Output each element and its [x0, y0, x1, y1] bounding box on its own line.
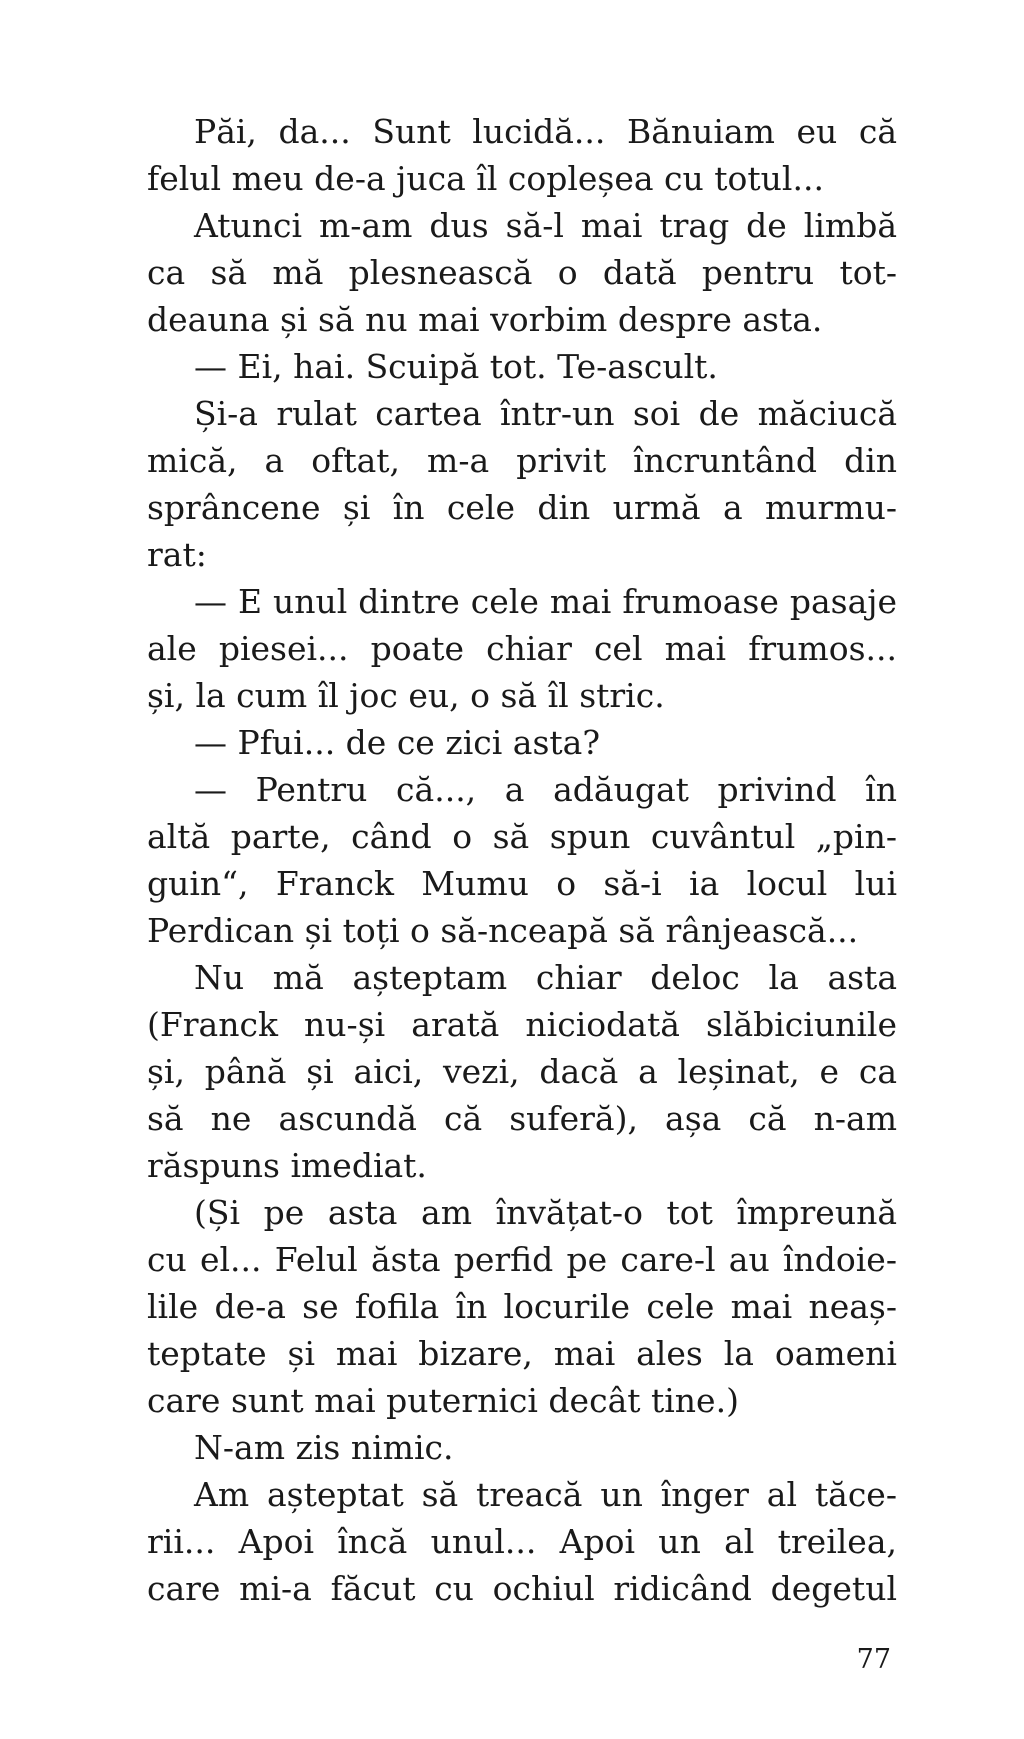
text-line: deauna și să nu mai vorbim despre asta. — [147, 300, 823, 339]
text-line: rat: — [147, 535, 207, 574]
text-line: — Pfui... de ce zici asta? — [194, 723, 601, 762]
text-line: răspuns imediat. — [147, 1146, 427, 1185]
text-line: și, la cum îl joc eu, o să îl stric. — [147, 676, 665, 715]
text-line: guin“, Franck Mumu o să-i ia locul lui — [147, 864, 897, 903]
text-line: altă parte, când o să spun cuvântul „pin- — [147, 817, 897, 856]
text-line: să ne ascundă că suferă), așa că n-am — [147, 1099, 897, 1138]
text-line: Am așteptat să treacă un înger al tăce- — [194, 1475, 897, 1514]
text-line: cu el... Felul ăsta perfid pe care-l au îndoie- — [147, 1240, 897, 1279]
text-line: Păi, da... Sunt lucidă... Bănuiam eu că — [194, 112, 897, 151]
text-line: — Ei, hai. Scuipă tot. Te-ascult. — [194, 347, 718, 386]
text-line: felul meu de-a juca îl copleșea cu totul... — [147, 159, 824, 198]
text-line: Atunci m-am dus să-l mai trag de limbă — [194, 206, 897, 245]
text-line: care sunt mai puternici decât tine.) — [147, 1381, 739, 1420]
text-line: ale piesei... poate chiar cel mai frumos... — [147, 629, 897, 668]
text-line: N-am zis nimic. — [194, 1428, 454, 1467]
text-line: teptate și mai bizare, mai ales la oameni — [147, 1334, 897, 1373]
text-line: lile de-a se fofila în locurile cele mai neaș- — [147, 1287, 897, 1326]
text-line: mică, a oftat, m-a privit încruntând din — [147, 441, 897, 480]
text-line: rii... Apoi încă unul... Apoi un al treilea, — [147, 1522, 897, 1561]
text-line: și, până și aici, vezi, dacă a leșinat, e ca — [147, 1052, 897, 1091]
text-line: Și-a rulat cartea într-un soi de măciucă — [194, 394, 897, 433]
page-number: 77 — [856, 1644, 891, 1675]
text-line: Perdican și toți o să-nceapă să rânjească... — [147, 911, 859, 950]
text-line: care mi-a făcut cu ochiul ridicând degetul — [147, 1569, 897, 1608]
text-line: Nu mă așteptam chiar deloc la asta — [194, 958, 897, 997]
text-line: ca să mă plesnească o dată pentru tot- — [147, 253, 897, 292]
text-line: sprâncene și în cele din urmă a murmu- — [147, 488, 897, 527]
text-line: (Franck nu-și arată niciodată slăbiciunile — [147, 1005, 897, 1044]
text-line: — E unul dintre cele mai frumoase pasaje — [194, 582, 897, 621]
body-text — [147, 108, 897, 1612]
text-line: (Și pe asta am învățat-o tot împreună — [194, 1193, 897, 1232]
text-line: — Pentru că..., a adăugat privind în — [194, 770, 897, 809]
